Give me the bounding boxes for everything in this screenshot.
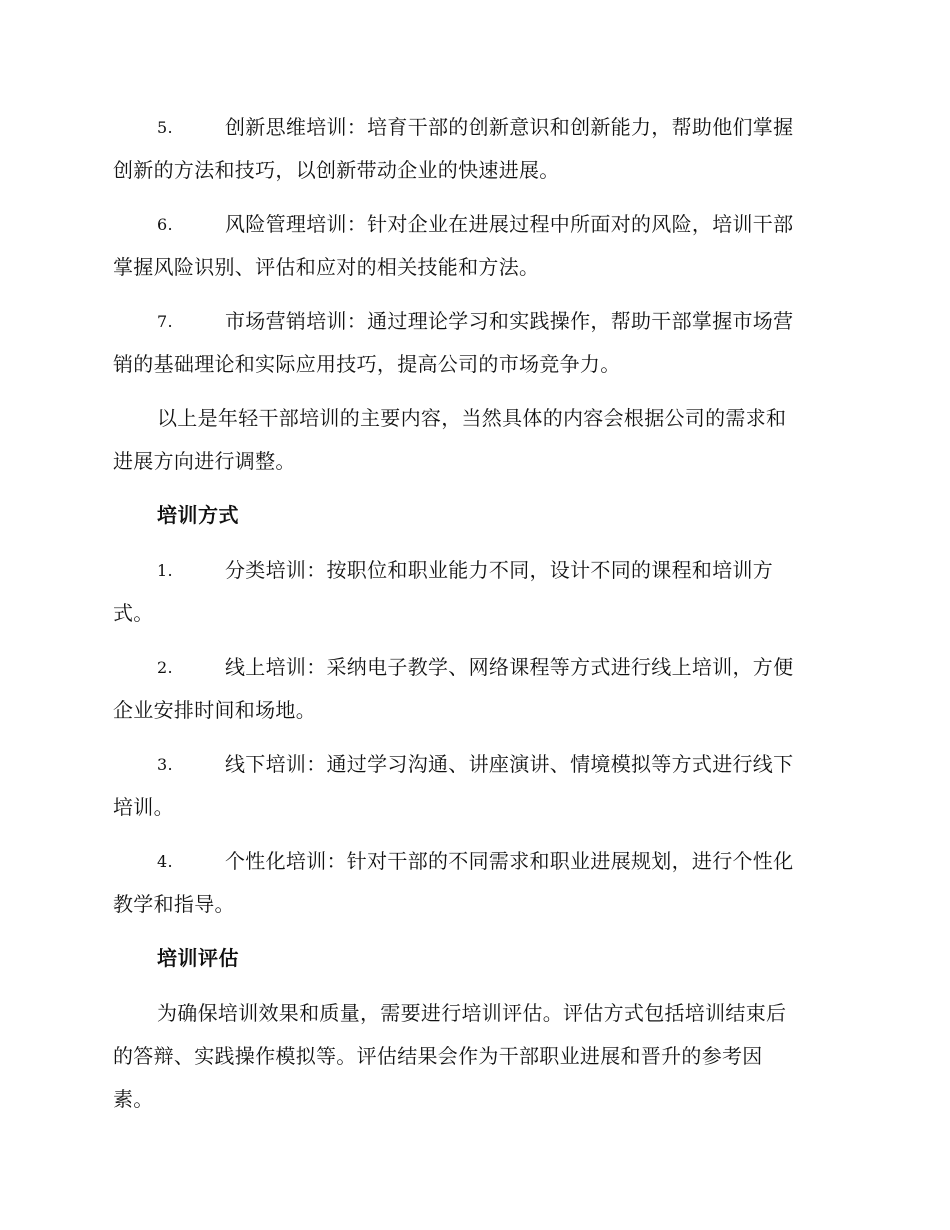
list-item — [113, 106, 835, 192]
list-item-line-2: 销的基础理论和实际应用技巧，提高公司的市场竞争力。 — [113, 352, 621, 376]
list-item — [113, 646, 835, 732]
list-item-text: 风险管理培训：针对企业在进展过程中所面对的风险，培训干部 — [225, 212, 794, 236]
paragraph-text: 以上是年轻干部培训的主要内容，当然具体的内容会根据公司的需求和 — [157, 406, 787, 430]
list-item-text: 分类培训：按职位和职业能力不同，设计不同的课程和培训方 — [225, 558, 774, 582]
list-item-number: 4. — [157, 852, 173, 871]
paragraph-text: 为确保培训效果和质量，需要进行培训评估。评估方式包括培训结束后 — [157, 1001, 787, 1025]
list-item-text: 线下培训：通过学习沟通、讲座演讲、情境模拟等方式进行线下 — [225, 752, 794, 776]
list-item-line-2: 掌握风险识别、评估和应对的相关技能和方法。 — [113, 255, 540, 279]
summary-paragraph — [113, 397, 835, 483]
list-item-line-1 — [113, 300, 835, 343]
section-heading-methods: 培训方式 — [157, 503, 239, 527]
list-item-line-1 — [113, 646, 835, 689]
list-item-text: 市场营销培训：通过理论学习和实践操作，帮助干部掌握市场营 — [225, 309, 794, 333]
list-item — [113, 549, 835, 635]
list-item-line-1 — [113, 840, 835, 883]
list-item-line-2: 培训。 — [113, 795, 174, 819]
list-item-text: 个性化培训：针对干部的不同需求和职业进展规划，进行个性化 — [225, 849, 794, 873]
paragraph-line-1 — [113, 397, 835, 440]
list-item-number: 7. — [157, 312, 173, 331]
list-item-line-2: 教学和指导。 — [113, 892, 235, 916]
list-item — [113, 743, 835, 829]
list-item-number: 1. — [157, 561, 173, 580]
list-item — [113, 203, 835, 289]
list-item-number: 5. — [157, 118, 173, 137]
paragraph-line-2: 的答辩、实践操作模拟等。评估结果会作为干部职业进展和晋升的参考因 — [113, 1044, 763, 1068]
list-item-line-2: 企业安排时间和场地。 — [113, 698, 316, 722]
list-item-text: 创新思维培训：培育干部的创新意识和创新能力，帮助他们掌握 — [225, 115, 794, 139]
list-item-line-2: 创新的方法和技巧，以创新带动企业的快速进展。 — [113, 158, 560, 182]
list-item-number: 2. — [157, 658, 173, 677]
paragraph-line-3: 素。 — [113, 1087, 154, 1111]
list-item-line-1 — [113, 549, 835, 592]
section-heading-evaluation: 培训评估 — [157, 946, 239, 970]
list-item-line-1 — [113, 106, 835, 149]
list-item — [113, 300, 835, 386]
list-item — [113, 840, 835, 926]
list-item-text: 线上培训：采纳电子教学、网络课程等方式进行线上培训，方便 — [225, 655, 794, 679]
list-item-line-1 — [113, 743, 835, 786]
list-item-line-2: 式。 — [113, 601, 154, 625]
list-item-number: 6. — [157, 215, 173, 234]
list-item-number: 3. — [157, 755, 173, 774]
paragraph-line-2: 进展方向进行调整。 — [113, 449, 296, 473]
list-item-line-1 — [113, 203, 835, 246]
evaluation-paragraph — [113, 992, 835, 1121]
paragraph-line-1 — [113, 992, 835, 1035]
